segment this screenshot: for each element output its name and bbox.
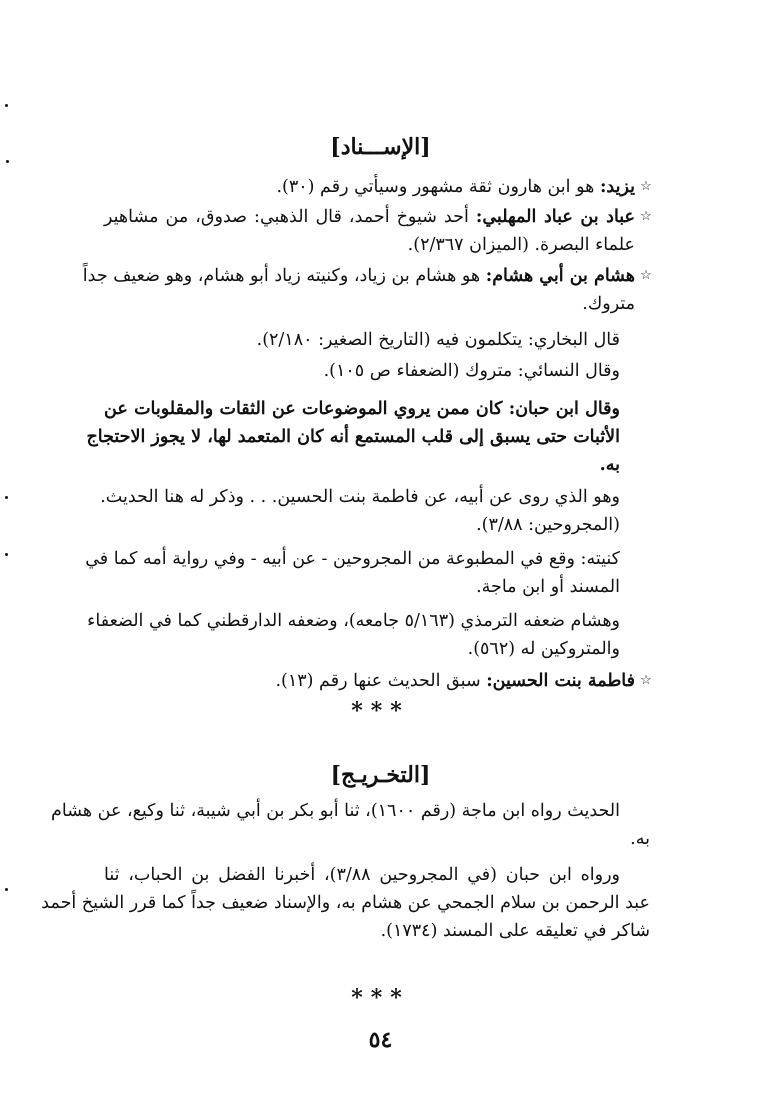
narrator-text: هو ابن هارون ثقة مشهور وسيأتي رقم (٣٠). bbox=[276, 177, 595, 197]
narrator-name: يزيد: bbox=[599, 177, 635, 197]
nasai-line: وقال النسائي: متروك (الضعفاء ص ١٠٥). bbox=[323, 361, 620, 381]
scan-speck bbox=[5, 496, 8, 499]
weakness-line-2: والمتروكين له (٥٦٢). bbox=[467, 639, 620, 659]
entry-star-icon: ☆ bbox=[640, 268, 652, 283]
isnad-heading: [الإســـناد] bbox=[330, 134, 431, 160]
narrator-text: سبق الحديث عنها رقم (١٣). bbox=[275, 671, 481, 691]
takhrij-p1-line-1: الحديث رواه ابن ماجة (رقم ١٦٠٠)، ثنا أبو بكر بن أبي شيبة، ثنا وكيع، عن هشام bbox=[51, 801, 620, 821]
bukhari-line: قال البخاري: يتكلمون فيه (التاريخ الصغير: ٢/١٨٠). bbox=[256, 330, 620, 350]
ibn-hibban-line-1: وقال ابن حبان: كان ممن يروي الموضوعات عن الثقات والمقلوبات عن bbox=[104, 399, 620, 419]
scan-speck bbox=[5, 104, 8, 107]
narrator-text: أحد شيوخ أحمد، قال الذهبي: صدوق، من مشاهير bbox=[104, 207, 469, 227]
weakness-line-1: وهشام ضعفه الترمذي (٥/١٦٣ جامعه)، وضعفه الدارقطني كما في الضعفاء bbox=[87, 611, 620, 631]
entry-fatima bbox=[265, 668, 635, 694]
takhrij-heading: [التخـريـج] bbox=[330, 762, 431, 788]
takhrij-p2-line-3: شاكر في تعليقه على المسند (١٧٣٤). bbox=[380, 921, 650, 941]
section-separator: *** bbox=[351, 985, 410, 1011]
narrator-name: هشام بن أبي هشام: bbox=[485, 266, 635, 286]
narrator-name: فاطمة بنت الحسين: bbox=[486, 671, 635, 691]
ibn-hibban-line-3: به. bbox=[599, 455, 620, 475]
kunya-line-1: كنيته: وقع في المطبوعة من المجروحين - عن أبيه - وفي رواية أمه كما في bbox=[85, 549, 620, 569]
takhrij-p1-line-2: به. bbox=[630, 829, 650, 849]
entry-hisham-line-1 bbox=[82, 263, 635, 289]
scan-speck bbox=[5, 888, 8, 891]
entry-abbad-line-2: علماء البصرة. (الميزان ٢/٣٦٧). bbox=[407, 235, 635, 255]
entry-star-icon: ☆ bbox=[640, 179, 652, 194]
narrator-text: هو هشام بن زياد، وكنيته زياد أبو هشام، وهو ضعيف جداً bbox=[82, 266, 481, 286]
takhrij-p2-line-2: عبد الرحمن بن سلام الجمحي عن هشام به، والإسناد ضعيف جداً كما قرر الشيخ أحمد bbox=[41, 893, 650, 913]
ibn-hibban-line-2: الأثبات حتى يسبق إلى قلب المستمع أنه كان المتعمد لها، لا يجوز الاحتجاج bbox=[86, 427, 620, 447]
entry-star-icon: ☆ bbox=[640, 673, 652, 688]
kunya-line-2: المسند أو ابن ماجة. bbox=[476, 577, 620, 597]
takhrij-p2-line-1: ورواه ابن حبان (في المجروحين ٣/٨٨)، أخبرنا الفضل بن الحباب، ثنا bbox=[104, 865, 620, 885]
entry-star-icon: ☆ bbox=[640, 209, 652, 224]
narration-line-2: (المجروحين: ٣/٨٨). bbox=[476, 515, 620, 535]
section-separator: *** bbox=[351, 698, 410, 724]
page-number: ٥٤ bbox=[368, 1027, 393, 1053]
narrator-name: عباد بن عباد المهلبي: bbox=[475, 207, 635, 227]
scan-speck bbox=[5, 553, 8, 556]
entry-hisham-line-2: متروك. bbox=[582, 294, 635, 314]
narration-line-1: وهو الذي روى عن أبيه، عن فاطمة بنت الحسين. . . وذكر له هنا الحديث. bbox=[100, 487, 620, 507]
entry-yazid bbox=[276, 174, 635, 200]
entry-abbad-line-1 bbox=[104, 204, 635, 230]
